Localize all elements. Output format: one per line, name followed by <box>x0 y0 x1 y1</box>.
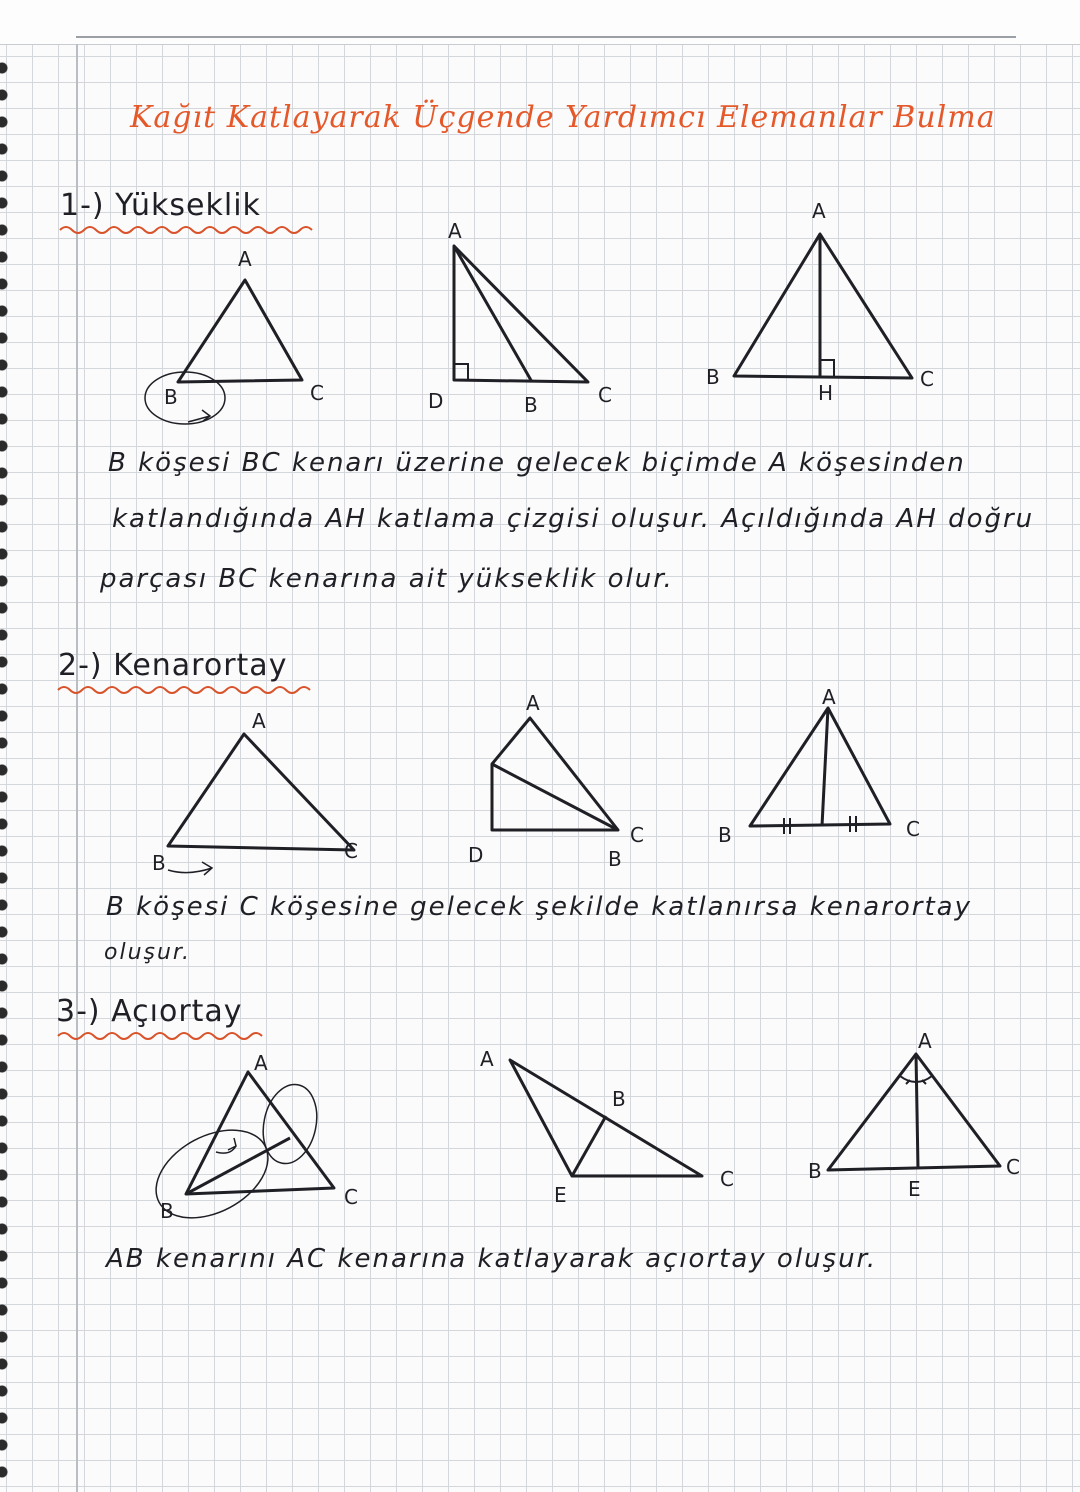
vertex-label-C: C <box>598 383 612 407</box>
vertex-label-B: B <box>164 385 178 409</box>
vertex-label-H: H <box>818 381 834 405</box>
section-heading-yukseklik: 1-) Yükseklik <box>60 188 261 223</box>
figure-yukseklik-3 <box>700 190 950 410</box>
vertex-label-D: D <box>468 843 484 867</box>
margin-line <box>76 44 78 1492</box>
section-heading-aciortay: 3-) Açıortay <box>56 994 243 1029</box>
vertex-label-C: C <box>920 367 934 391</box>
heading-underline <box>56 682 326 696</box>
vertex-label-A: A <box>448 219 462 243</box>
vertex-label-E: E <box>908 1177 921 1201</box>
text-line-1: B köşesi C köşesine gelecek şekilde katlanırsa kenarortay <box>106 892 972 922</box>
vertex-label-A: A <box>238 247 252 271</box>
vertex-label-B: B <box>808 1159 822 1183</box>
figure-kenarortay-1 <box>140 700 390 900</box>
vertex-label-D: D <box>428 389 444 413</box>
vertex-label-C: C <box>310 381 324 405</box>
vertex-label-A: A <box>480 1047 494 1071</box>
section-heading-kenarortay: 2-) Kenarortay <box>58 648 288 683</box>
figure-yukseklik-2 <box>410 219 640 422</box>
figure-kenarortay-2 <box>450 690 680 880</box>
figure-kenarortay-3 <box>700 685 950 870</box>
heading-underline <box>56 1028 276 1042</box>
vertex-label-B: B <box>706 365 720 389</box>
vertex-label-C: C <box>630 823 644 847</box>
vertex-label-A: A <box>254 1051 268 1075</box>
vertex-label-B: B <box>608 847 622 871</box>
text-line-2: oluşur. <box>104 940 191 965</box>
vertex-label-C: C <box>344 839 358 863</box>
vertex-label-B: B <box>718 823 732 847</box>
vertex-label-B: B <box>612 1087 626 1111</box>
text-line-3: parçası BC kenarına ait yükseklik olur. <box>100 564 674 594</box>
heading-underline <box>58 222 318 236</box>
vertex-label-C: C <box>1006 1155 1020 1179</box>
vertex-label-B: B <box>524 393 538 417</box>
figure-yukseklik-1 <box>130 240 350 440</box>
vertex-label-A: A <box>812 199 826 223</box>
figure-aciortay-2 <box>470 1040 750 1210</box>
vertex-label-C: C <box>906 817 920 841</box>
vertex-label-B: B <box>160 1199 174 1223</box>
page-title: Kağıt Katlayarak Üçgende Yardımcı Elemanlar Bulma <box>130 100 996 135</box>
page-top-band <box>0 0 1080 45</box>
vertex-label-C: C <box>344 1185 358 1209</box>
vertex-label-E: E <box>554 1183 567 1207</box>
text-line-2: katlandığında AH katlama çizgisi oluşur. Açıldığında AH doğru <box>112 504 1035 534</box>
binder-holes <box>0 60 14 1492</box>
vertex-label-A: A <box>252 709 266 733</box>
vertex-label-A: A <box>918 1029 932 1053</box>
vertex-label-A: A <box>526 691 540 715</box>
header-rule <box>76 36 1016 38</box>
text-line-1: AB kenarını AC kenarına katlayarak açıortay oluşur. <box>106 1244 878 1274</box>
text-line-1: B köşesi BC kenarı üzerine gelecek biçimde A köşesinden <box>108 448 966 478</box>
figure-aciortay-3 <box>800 1026 1030 1206</box>
figure-aciortay-1 <box>130 1046 370 1236</box>
vertex-label-B: B <box>152 851 166 875</box>
vertex-label-C: C <box>720 1167 734 1191</box>
vertex-label-A: A <box>822 685 836 709</box>
